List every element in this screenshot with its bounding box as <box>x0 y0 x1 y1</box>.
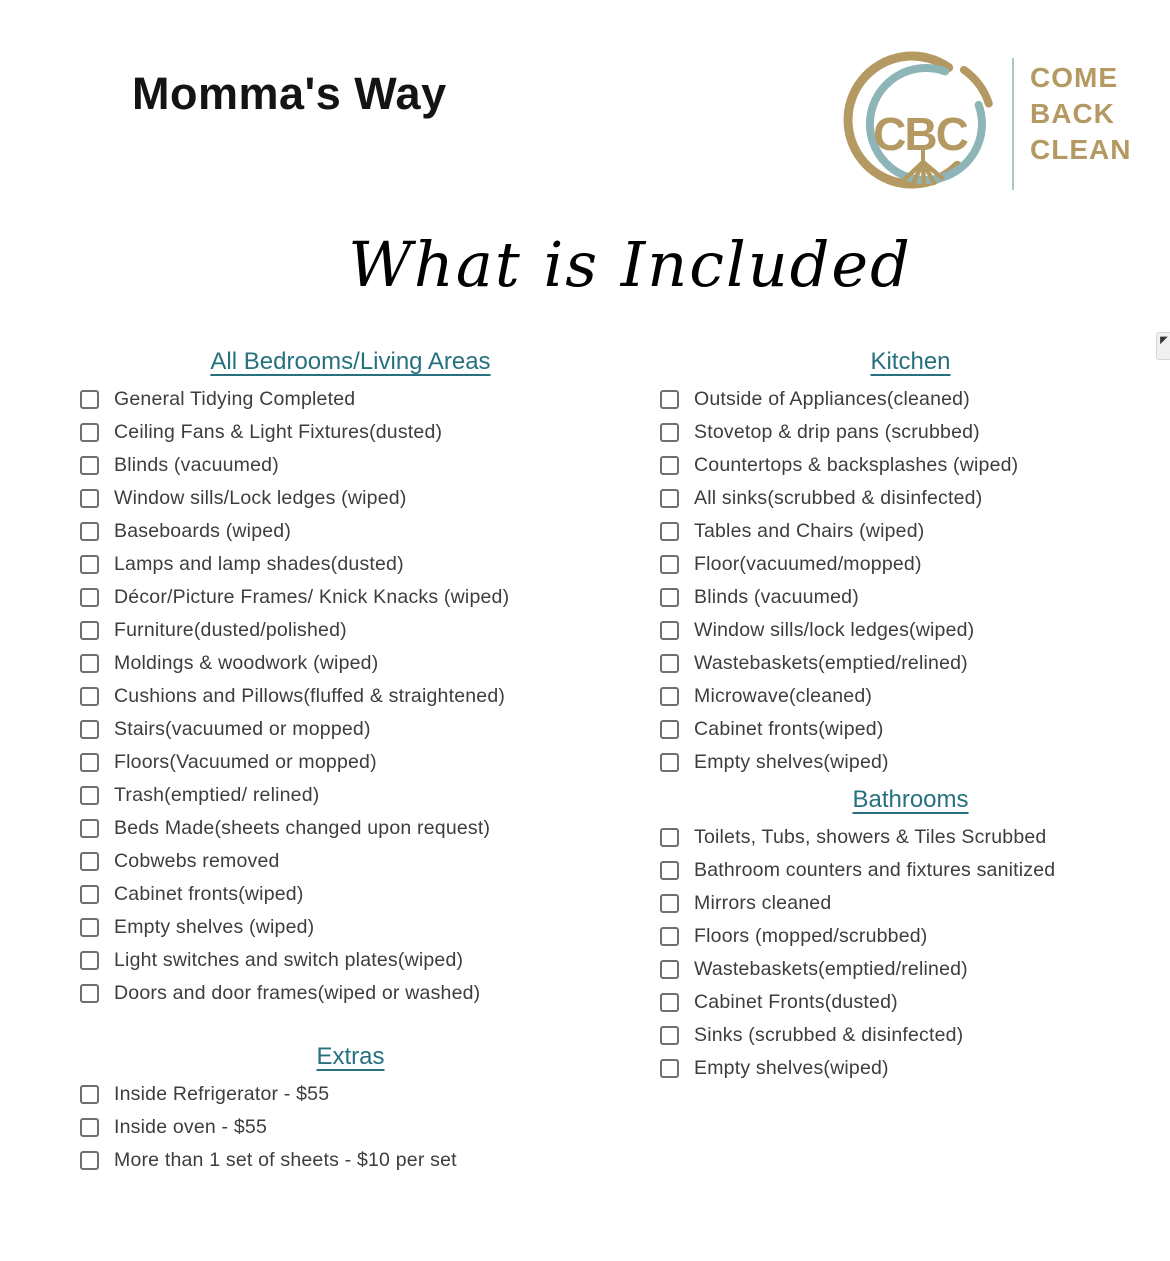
checklist-item <box>658 388 1163 411</box>
checklist-item <box>658 1024 1163 1047</box>
checkbox[interactable] <box>660 687 679 706</box>
checklist-item <box>78 883 623 906</box>
checklist-item-label: Moldings & woodwork (wiped) <box>114 652 379 674</box>
checkbox[interactable] <box>660 1026 679 1045</box>
company-logo <box>840 46 1160 201</box>
section-title-extras: Extras <box>316 1043 385 1070</box>
checklist-item <box>658 892 1163 915</box>
checklist-item-label: General Tidying Completed <box>114 388 356 410</box>
right-column <box>658 346 1163 1090</box>
page-title: Momma's Way <box>132 68 447 119</box>
checklist-item-label: Cabinet fronts(wiped) <box>694 718 884 740</box>
checklist-item-label: Window sills/Lock ledges (wiped) <box>114 487 407 509</box>
checkbox[interactable] <box>660 720 679 739</box>
checkbox[interactable] <box>660 390 679 409</box>
checklist-item <box>78 685 623 708</box>
checkbox[interactable] <box>80 918 99 937</box>
edge-scroll-widget[interactable] <box>1156 332 1170 360</box>
checkbox[interactable] <box>660 861 679 880</box>
checklist-item-label: Empty shelves(wiped) <box>694 1057 889 1079</box>
checklist-item <box>658 1057 1163 1080</box>
checkbox[interactable] <box>660 1059 679 1078</box>
checklist-item <box>78 652 623 675</box>
checklist-item-label: Window sills/lock ledges(wiped) <box>694 619 975 641</box>
checklist-item-label: Furniture(dusted/polished) <box>114 619 347 641</box>
checklist-item-label: Countertops & backsplashes (wiped) <box>694 454 1019 476</box>
cursor-icon: ◤ <box>1160 335 1168 346</box>
checkbox[interactable] <box>80 1151 99 1170</box>
checklist-item <box>658 487 1163 510</box>
checkbox[interactable] <box>660 489 679 508</box>
checklist-item <box>658 751 1163 774</box>
checklist-item <box>78 520 623 543</box>
checklist-item-label: Stairs(vacuumed or mopped) <box>114 718 371 740</box>
checklist-item <box>658 718 1163 741</box>
checkbox[interactable] <box>80 753 99 772</box>
extras-checklist <box>78 1083 623 1172</box>
checklist-item-label: Wastebaskets(emptied/relined) <box>694 652 968 674</box>
checklist-item-label: Inside oven - $55 <box>114 1116 268 1138</box>
checklist-item-label: Baseboards (wiped) <box>114 520 292 542</box>
what-is-included-heading: What is Included <box>348 228 912 301</box>
checklist-item-label: More than 1 set of sheets - $10 per set <box>114 1149 457 1171</box>
checklist-item-label: All sinks(scrubbed & disinfected) <box>694 487 983 509</box>
checkbox[interactable] <box>660 828 679 847</box>
checklist-item <box>658 859 1163 882</box>
checklist-item <box>658 958 1163 981</box>
checklist-item <box>78 850 623 873</box>
checklist-item-label: Empty shelves(wiped) <box>694 751 889 773</box>
checklist-item-label: Floors (mopped/scrubbed) <box>694 925 928 947</box>
checklist-item <box>658 421 1163 444</box>
left-column <box>78 346 623 1182</box>
logo-word-clean: CLEAN <box>1030 134 1132 165</box>
checkbox[interactable] <box>80 489 99 508</box>
section-title-bathrooms: Bathrooms <box>852 786 969 813</box>
logo-word-come: COME <box>1030 62 1118 93</box>
checklist-item <box>658 652 1163 675</box>
checkbox[interactable] <box>80 522 99 541</box>
checkbox[interactable] <box>660 993 679 1012</box>
checklist-item <box>78 1116 623 1139</box>
checklist-item <box>658 553 1163 576</box>
checklist-item-label: Floor(vacuumed/mopped) <box>694 553 922 575</box>
checkbox[interactable] <box>660 522 679 541</box>
section-title-kitchen: Kitchen <box>870 348 951 375</box>
checklist-item-label: Mirrors cleaned <box>694 892 832 914</box>
checkbox[interactable] <box>80 852 99 871</box>
checklist-item-label: Décor/Picture Frames/ Knick Knacks (wiped) <box>114 586 510 608</box>
checklist-item <box>658 586 1163 609</box>
logo-wordmark <box>1030 60 1131 168</box>
checkbox[interactable] <box>660 588 679 607</box>
checklist-item <box>78 421 623 444</box>
checkbox[interactable] <box>660 555 679 574</box>
checklist-item <box>78 454 623 477</box>
checkbox[interactable] <box>660 621 679 640</box>
checklist-item-label: Wastebaskets(emptied/relined) <box>694 958 968 980</box>
checklist-item-label: Inside Refrigerator - $55 <box>114 1083 330 1105</box>
checklist-item-label: Microwave(cleaned) <box>694 685 873 707</box>
checklist-item <box>78 751 623 774</box>
checklist-item <box>658 685 1163 708</box>
checkbox[interactable] <box>660 456 679 475</box>
checkbox[interactable] <box>80 654 99 673</box>
checkbox[interactable] <box>660 927 679 946</box>
checklist-item-label: Beds Made(sheets changed upon request) <box>114 817 491 839</box>
checklist-item <box>78 718 623 741</box>
checklist-item <box>78 784 623 807</box>
checklist-item-label: Outside of Appliances(cleaned) <box>694 388 970 410</box>
bedrooms-checklist <box>78 388 623 1005</box>
logo-word-back: BACK <box>1030 98 1115 129</box>
checklist-item-label: Floors(Vacuumed or mopped) <box>114 751 377 773</box>
bathrooms-checklist <box>658 826 1163 1080</box>
checklist-item <box>78 817 623 840</box>
checkbox[interactable] <box>80 1118 99 1137</box>
checklist-item <box>78 586 623 609</box>
checklist-item <box>658 925 1163 948</box>
checklist-item-label: Stovetop & drip pans (scrubbed) <box>694 421 980 443</box>
checkbox[interactable] <box>660 654 679 673</box>
checklist-item <box>78 1149 623 1172</box>
checkbox[interactable] <box>80 984 99 1003</box>
logo-divider <box>1012 58 1014 190</box>
checklist-item-label: Trash(emptied/ relined) <box>114 784 320 806</box>
checkbox[interactable] <box>80 423 99 442</box>
checkbox[interactable] <box>80 390 99 409</box>
checkbox[interactable] <box>660 753 679 772</box>
checkbox[interactable] <box>80 819 99 838</box>
kitchen-checklist <box>658 388 1163 774</box>
checklist-item-label: Cabinet fronts(wiped) <box>114 883 304 905</box>
checkbox[interactable] <box>80 786 99 805</box>
logo-monogram: CBC <box>873 108 967 160</box>
checkbox[interactable] <box>660 423 679 442</box>
checklist-item <box>658 520 1163 543</box>
checkbox[interactable] <box>660 960 679 979</box>
checklist-item-label: Ceiling Fans & Light Fixtures(dusted) <box>114 421 443 443</box>
checklist-item-label: Lamps and lamp shades(dusted) <box>114 553 404 575</box>
checklist-item <box>78 1083 623 1106</box>
checklist-item-label: Cobwebs removed <box>114 850 280 872</box>
checkbox[interactable] <box>80 588 99 607</box>
checklist-item-label: Empty shelves (wiped) <box>114 916 315 938</box>
checklist-item <box>658 826 1163 849</box>
checklist-item <box>78 487 623 510</box>
checklist-item-label: Bathroom counters and fixtures sanitized <box>694 859 1056 881</box>
checklist-item <box>78 982 623 1005</box>
checklist-item <box>78 949 623 972</box>
checkbox[interactable] <box>80 951 99 970</box>
checkbox[interactable] <box>80 687 99 706</box>
checkbox[interactable] <box>80 621 99 640</box>
checklist-item-label: Tables and Chairs (wiped) <box>694 520 925 542</box>
checklist-item-label: Blinds (vacuumed) <box>114 454 279 476</box>
checkbox[interactable] <box>660 894 679 913</box>
checklist-item <box>658 454 1163 477</box>
checkbox[interactable] <box>80 720 99 739</box>
checklist-item <box>78 619 623 642</box>
checklist-item-label: Sinks (scrubbed & disinfected) <box>694 1024 964 1046</box>
checkbox[interactable] <box>80 885 99 904</box>
checklist-item <box>78 388 623 411</box>
checkbox[interactable] <box>80 456 99 475</box>
checklist-item <box>658 991 1163 1014</box>
checkbox[interactable] <box>80 1085 99 1104</box>
cbc-broom-logo-icon <box>840 46 1000 198</box>
checklist-item-label: Blinds (vacuumed) <box>694 586 859 608</box>
checklist-item <box>658 619 1163 642</box>
checklist-item-label: Toilets, Tubs, showers & Tiles Scrubbed <box>694 826 1047 848</box>
section-title-bedrooms: All Bedrooms/Living Areas <box>210 348 491 375</box>
checklist-item-label: Cabinet Fronts(dusted) <box>694 991 898 1013</box>
checklist-item-label: Doors and door frames(wiped or washed) <box>114 982 481 1004</box>
checklist-item-label: Light switches and switch plates(wiped) <box>114 949 464 971</box>
checklist-item-label: Cushions and Pillows(fluffed & straightened) <box>114 685 506 707</box>
checklist-item <box>78 916 623 939</box>
checklist-item <box>78 553 623 576</box>
checkbox[interactable] <box>80 555 99 574</box>
